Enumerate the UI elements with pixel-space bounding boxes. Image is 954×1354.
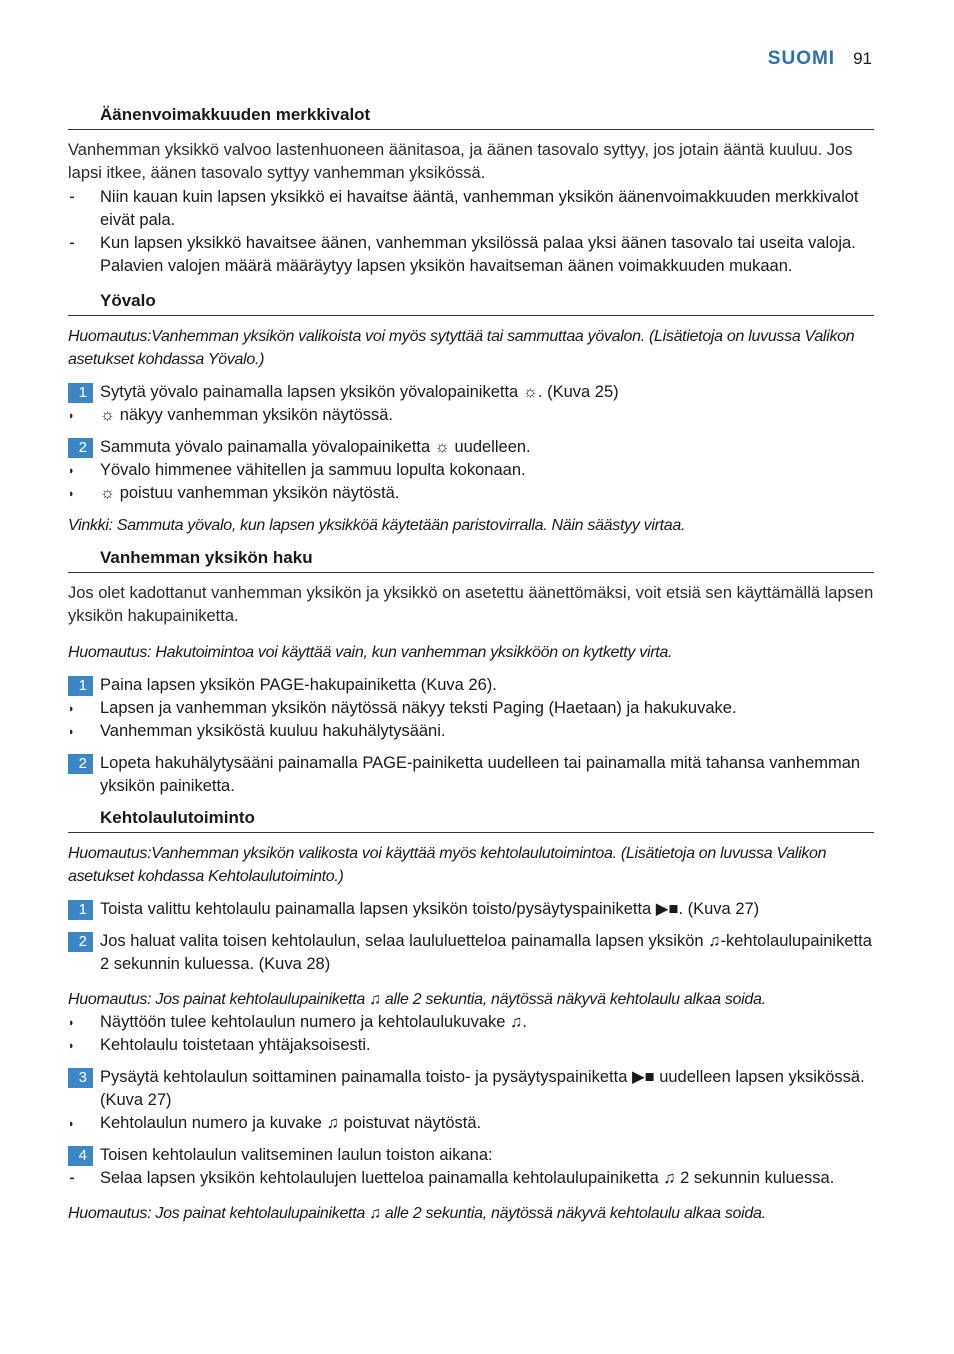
result-text: ☼ näkyy vanhemman yksikön näytössä.	[100, 406, 394, 424]
language-label: SUOMI	[767, 48, 836, 69]
result-item	[68, 720, 874, 743]
step-number-badge: 4	[68, 1146, 93, 1166]
result-item	[68, 459, 874, 482]
section-title-paging: Vanhemman yksikön haku	[68, 547, 874, 573]
step-item	[68, 674, 874, 697]
step-text: Paina lapsen yksikön PAGE-hakupainiketta (Kuva 26).	[100, 676, 497, 694]
result-text: Kehtolaulun numero ja kuvake ♫ poistuvat näytöstä.	[100, 1114, 482, 1132]
step-text: Lopeta hakuhälytysääni painamalla PAGE-painiketta uudelleen tai painamalla mitä tahansa vanhemman yksikön painiketta.	[100, 754, 861, 795]
section-title-volume-lights: Äänenvoimakkuuden merkkivalot	[68, 104, 874, 130]
step-number-badge: 3	[68, 1068, 93, 1088]
page-header	[768, 48, 872, 70]
result-arrow-icon: ◗	[68, 465, 75, 477]
result-arrow-icon: ◗	[68, 1118, 75, 1130]
paging-note: Huomautus: Hakutoimintoa voi käyttää vain, kun vanhemman yksikköön on kytketty virta.	[68, 644, 673, 661]
dash-marker: -	[69, 188, 75, 206]
step-number-badge: 2	[68, 754, 93, 774]
result-item	[68, 1112, 874, 1135]
lullaby-note-short-press: Huomautus: Jos painat kehtolaulupainiketta ♫ alle 2 sekuntia, näytössä näkyvä kehtolaulu alkaa soida.	[68, 991, 766, 1008]
volume-intro-paragraph: Vanhemman yksikkö valvoo lastenhuoneen äänitasoa, ja äänen tasovalo syttyy, jos jotain ääntä kuuluu. Jos lapsi itkee, äänen tasovalo syttyy vanhemman yksikössä.	[68, 141, 853, 182]
result-text: Kehtolaulu toistetaan yhtäjaksoisesti.	[100, 1036, 371, 1054]
result-item	[68, 697, 874, 720]
result-text: Lapsen ja vanhemman yksikön näytössä näkyy teksti Paging (Haetaan) ja hakukuvake.	[100, 699, 737, 717]
section-title-lullaby: Kehtolaulutoiminto	[68, 807, 874, 833]
result-item	[68, 1034, 874, 1057]
step-number-badge: 1	[68, 676, 93, 696]
step-number-badge: 1	[68, 900, 93, 920]
step-item	[68, 752, 874, 798]
dash-marker: -	[69, 234, 75, 252]
step-item	[68, 381, 874, 404]
result-item	[68, 404, 874, 427]
nightlight-tip: Vinkki: Sammuta yövalo, kun lapsen yksikköä käytetään paristovirralla. Näin säästyy virtaa.	[68, 517, 686, 534]
step-item	[68, 898, 874, 921]
step-item	[68, 1144, 874, 1167]
lullaby-final-note: Huomautus: Jos painat kehtolaulupainiketta ♫ alle 2 sekuntia, näytössä näkyvä kehtolaulu alkaa soida.	[68, 1205, 766, 1222]
page-content	[68, 104, 874, 1235]
step-number-badge: 2	[68, 932, 93, 952]
paging-intro-paragraph: Jos olet kadottanut vanhemman yksikön ja yksikkö on asetettu äänettömäksi, voit etsiä sen käyttämällä lapsen yksikön hakupainiketta.	[68, 584, 874, 625]
result-arrow-icon: ◗	[68, 488, 75, 500]
step-item	[68, 436, 874, 459]
list-item-text: Kun lapsen yksikkö havaitsee äänen, vanhemman yksilössä palaa yksi äänen tasovalo tai useita valoja. Palavien valojen määrä määräytyy lapsen yksikön havaitseman äänen voimakkuuden mukaan.	[100, 234, 856, 275]
step-number-badge: 1	[68, 383, 93, 403]
result-item	[68, 482, 874, 505]
step-item	[68, 1066, 874, 1112]
section-title-nightlight: Yövalo	[68, 290, 874, 316]
result-arrow-icon: ◗	[68, 726, 75, 738]
step-text: Toisen kehtolaulun valitseminen laulun toiston aikana:	[100, 1146, 493, 1164]
list-item-text: Selaa lapsen yksikön kehtolaulujen luetteloa painamalla kehtolaulupainiketta ♫ 2 sekunnin kuluessa.	[100, 1169, 835, 1187]
step-text: Pysäytä kehtolaulun soittaminen painamalla toisto- ja pysäytyspainiketta ▶■ uudelleen lapsen yksikössä. (Kuva 27)	[100, 1068, 865, 1109]
list-item	[68, 232, 874, 278]
result-arrow-icon: ◗	[68, 410, 75, 422]
result-text: Vanhemman yksiköstä kuuluu hakuhälytysääni.	[100, 722, 446, 740]
step-text: Sytytä yövalo painamalla lapsen yksikön yövalopainiketta ☼. (Kuva 25)	[100, 383, 619, 401]
result-text: ☼ poistuu vanhemman yksikön näytöstä.	[100, 484, 400, 502]
nightlight-note: Huomautus:Vanhemman yksikön valikoista voi myös sytyttää tai sammuttaa yövalon. (Lisätietoja on luvussa Valikon asetukset kohdassa Yövalo.)	[68, 328, 855, 368]
lullaby-note: Huomautus:Vanhemman yksikön valikosta voi käyttää myös kehtolaulutoimintoa. (Lisätietoja on luvussa Valikon asetukset kohdassa Kehtolaulutoiminto.)	[68, 845, 827, 885]
result-arrow-icon: ◗	[68, 1040, 75, 1052]
step-text: Jos haluat valita toisen kehtolaulun, selaa laululuetteloa painamalla lapsen yksikön ♫-kehtolaulupainiketta 2 sekunnin kuluessa. (Kuva 28)	[100, 932, 872, 973]
result-text: Näyttöön tulee kehtolaulun numero ja kehtolaulukuvake ♫.	[100, 1013, 527, 1031]
result-item	[68, 1011, 874, 1034]
list-item	[68, 186, 874, 232]
result-text: Yövalo himmenee vähitellen ja sammuu lopulta kokonaan.	[100, 461, 526, 479]
step-item	[68, 930, 874, 976]
list-item	[68, 1167, 874, 1190]
step-text: Sammuta yövalo painamalla yövalopainiketta ☼ uudelleen.	[100, 438, 531, 456]
list-item-text: Niin kauan kuin lapsen yksikkö ei havaitse ääntä, vanhemman yksikön äänenvoimakkuuden merkkivalot eivät pala.	[100, 188, 859, 229]
result-arrow-icon: ◗	[68, 1017, 75, 1029]
step-number-badge: 2	[68, 438, 93, 458]
page-number: 91	[853, 49, 872, 68]
dash-marker: -	[69, 1169, 75, 1187]
result-arrow-icon: ◗	[68, 703, 75, 715]
step-text: Toista valittu kehtolaulu painamalla lapsen yksikön toisto/pysäytyspainiketta ▶■. (Kuva 27)	[100, 900, 760, 918]
